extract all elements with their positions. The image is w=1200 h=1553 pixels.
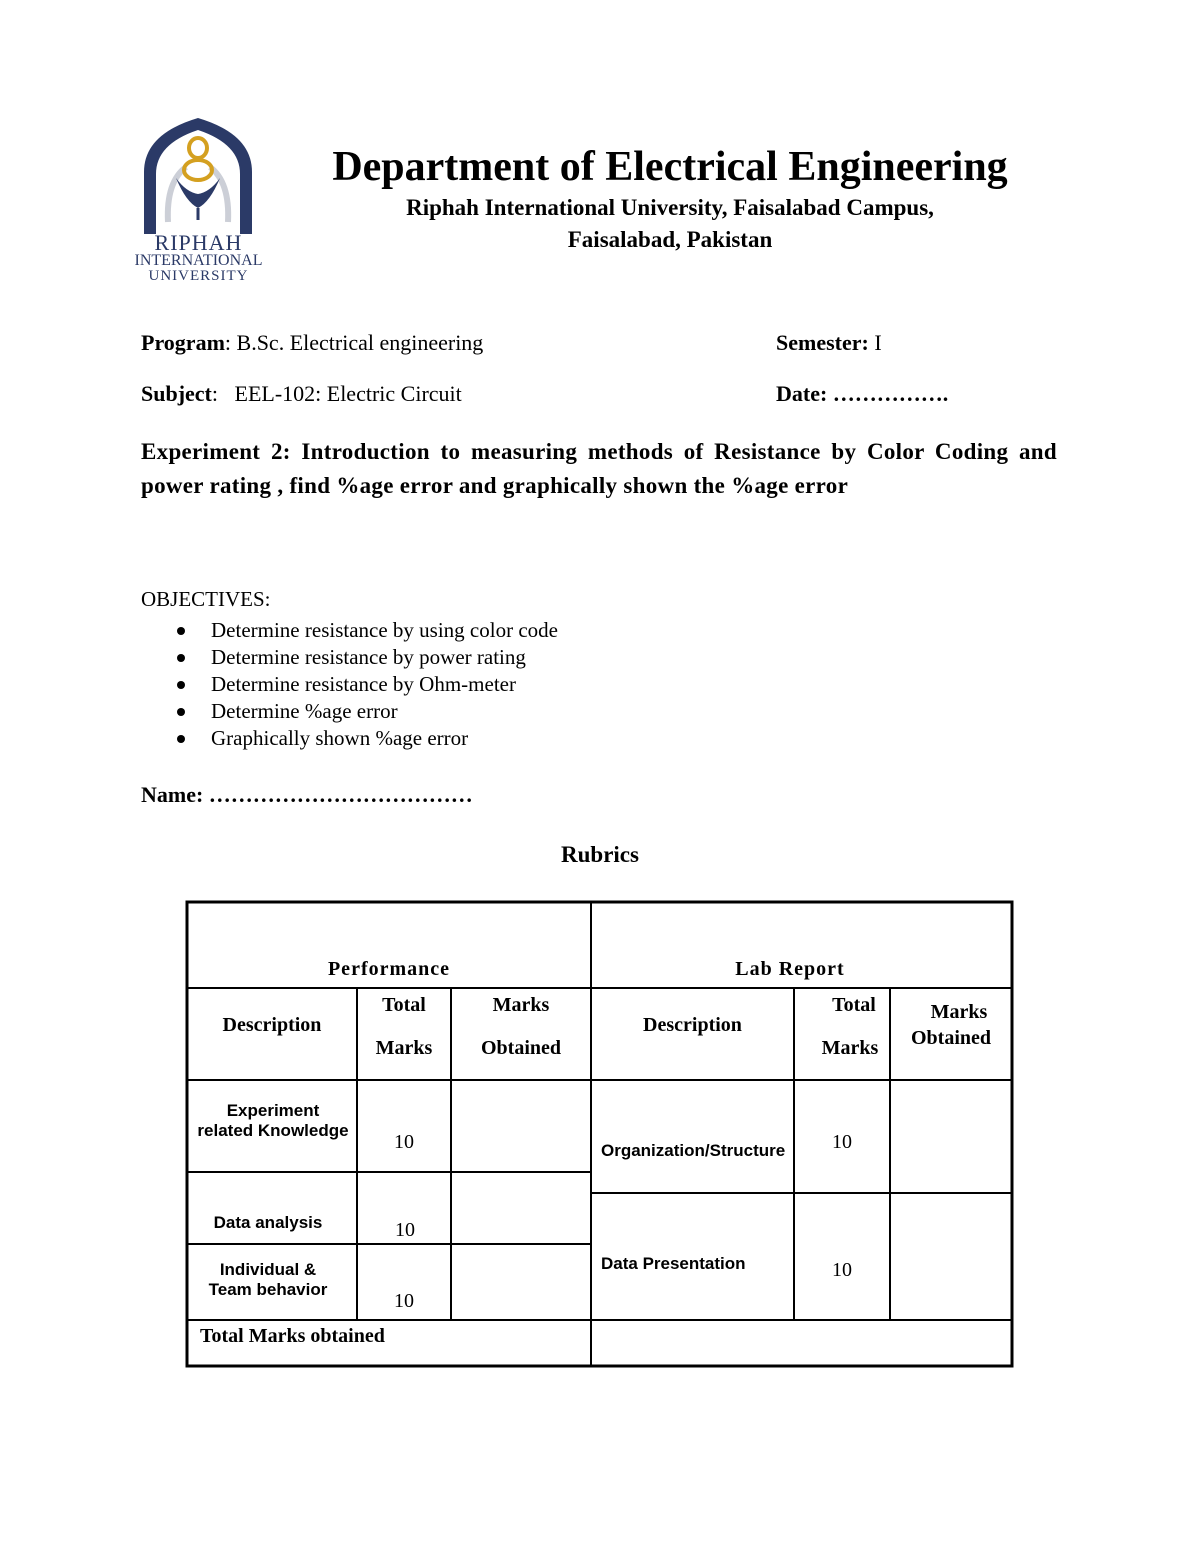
lab-report-header: Lab Report (735, 957, 845, 980)
lab-row-1-obtained[interactable] (890, 1080, 1012, 1193)
lab-obtained-header-1: Marks (930, 1000, 988, 1023)
date-label: Date: ……………. (776, 381, 949, 406)
lab-row-1-marks: 10 (832, 1130, 852, 1153)
performance-obtained-header-2: Obtained (480, 1036, 562, 1059)
lab-row-1-desc: Organization/Structure (601, 1141, 786, 1160)
university-line-2: Faisalabad, Pakistan (567, 227, 773, 252)
lab-total-header-1: Total (832, 993, 876, 1016)
semester-value: I (868, 330, 882, 355)
experiment-title: Experiment 2: Introduction to measuring methods of Resistance by Color Coding and power rating , find %age error and graphically shown the %age error (141, 439, 1057, 498)
performance-header: Performance (327, 957, 451, 980)
performance-row-2-obtained[interactable] (451, 1172, 591, 1244)
logo-name: RIPHAH (154, 230, 243, 255)
subject-label: Subject (141, 381, 212, 406)
lab-description-header: Description (643, 1013, 742, 1036)
program-value: : B.Sc. Electrical engineering (224, 330, 484, 355)
logo-line2: INTERNATIONAL (134, 252, 263, 269)
performance-row-1-desc: Experiment related Knowledge (197, 1101, 349, 1140)
performance-description-header: Description (222, 1013, 322, 1036)
objective-text: Determine resistance by Ohm-meter (211, 672, 516, 696)
lab-row-2-desc: Data Presentation (601, 1254, 746, 1273)
subject-value: : EEL-102: Electric Circuit (211, 381, 462, 406)
performance-row-2-marks: 10 (395, 1218, 415, 1241)
rubrics-title: Rubrics (561, 842, 639, 867)
objective-text: Determine %age error (211, 699, 398, 723)
objective-text: Graphically shown %age error (211, 726, 469, 750)
performance-total-header-1: Total (382, 993, 426, 1016)
program-label: Program (141, 330, 225, 355)
name-field[interactable]: Name: ……………………………… (141, 782, 473, 807)
lab-total-header-2: Marks (821, 1036, 879, 1059)
performance-row-1-marks: 10 (394, 1130, 414, 1153)
total-marks-value[interactable] (591, 1320, 1012, 1366)
objective-text: Determine resistance by using color code (211, 618, 558, 642)
objectives-heading: OBJECTIVES: (141, 587, 271, 611)
logo-line3: UNIVERSITY (148, 268, 249, 284)
performance-obtained-header-1: Marks (492, 993, 550, 1016)
total-marks-label: Total Marks obtained (200, 1324, 385, 1347)
performance-row-3-obtained[interactable] (451, 1244, 591, 1320)
performance-total-header-2: Marks (375, 1036, 433, 1059)
lab-row-2-obtained[interactable] (890, 1193, 1012, 1320)
lab-row-2-marks: 10 (832, 1258, 852, 1281)
semester-label: Semester: (776, 330, 869, 355)
performance-row-3-desc: Individual & Team behavior (208, 1260, 328, 1299)
department-title: Department of Electrical Engineering (332, 144, 1008, 190)
performance-row-1-obtained[interactable] (451, 1080, 591, 1172)
performance-row-2-desc: Data analysis (213, 1213, 323, 1232)
performance-row-3-marks: 10 (394, 1289, 414, 1312)
university-line-1: Riphah International University, Faisalabad Campus, (406, 195, 934, 220)
objective-text: Determine resistance by power rating (211, 645, 526, 669)
lab-obtained-header-2: Obtained (910, 1026, 992, 1049)
